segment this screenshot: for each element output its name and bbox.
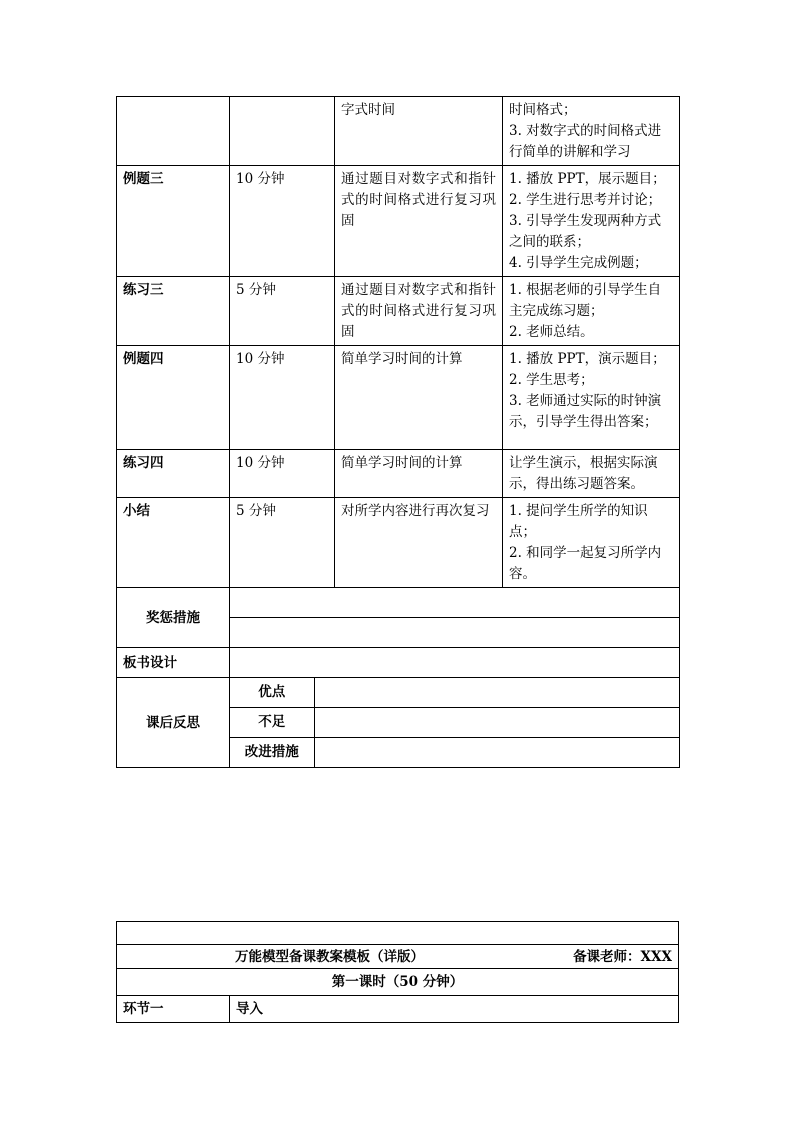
content-cell: 通过题目对数字式和指针式的时间格式进行复习巩固 [335, 277, 503, 346]
section-label: 环节一 [117, 996, 230, 1023]
table-row [117, 346, 680, 450]
activity-line: 1. 提问学生所学的知识点； [509, 503, 648, 540]
content-cell: 通过题目对数字式和指针式的时间格式进行复习巩固 [335, 166, 503, 277]
rewards-lines [230, 588, 679, 647]
time-cell: 10 分钟 [230, 450, 335, 498]
title-cell [117, 945, 679, 969]
activities-cell [503, 277, 680, 346]
reflection-cell [230, 678, 680, 768]
table-row [117, 450, 680, 498]
lesson-title: 第一课时（50 分钟） [117, 969, 679, 996]
activity-line: 1. 播放 PPT，演示题目； [509, 351, 666, 367]
teacher-label: 备课老师：XXX [573, 949, 672, 965]
activities-cell [503, 498, 680, 588]
rewards-label: 奖惩措施 [117, 588, 230, 648]
activities-cell [503, 346, 680, 450]
reflection-weaknesses-field [314, 708, 679, 738]
rewards-line [230, 618, 679, 648]
time-cell [230, 97, 335, 166]
table-row [117, 166, 680, 277]
activities-cell [503, 450, 680, 498]
content-cell: 字式时间 [335, 97, 503, 166]
reflection-improvements-label: 改进措施 [230, 738, 314, 768]
template-title: 万能模型备课教案模板（详版） [235, 949, 424, 965]
content-cell: 对所学内容进行再次复习 [335, 498, 503, 588]
section-row [117, 996, 679, 1023]
content-cell: 简单学习时间的计算 [335, 346, 503, 450]
activity-line: 1. 根据老师的引导学生自主完成练习题； [509, 282, 662, 319]
reflection-weaknesses-label: 不足 [230, 708, 314, 738]
board-design-cell [230, 648, 680, 678]
section-value: 导入 [230, 996, 679, 1023]
lesson-plan-table [116, 96, 680, 768]
blank-row [117, 922, 679, 945]
board-design-label: 板书设计 [117, 648, 230, 678]
board-design-row [117, 648, 680, 678]
activity-line: 2. 和同学一起复习所学内容。 [509, 545, 662, 582]
activity-line: 3. 对数字式的时间格式进行简单的讲解和学习 [509, 123, 662, 160]
reflection-table [230, 678, 679, 767]
lesson-row [117, 969, 679, 996]
stage-cell: 练习四 [117, 450, 230, 498]
time-cell: 10 分钟 [230, 166, 335, 277]
stage-cell: 例题四 [117, 346, 230, 450]
stage-cell: 例题三 [117, 166, 230, 277]
blank-cell [117, 922, 679, 945]
activity-line: 1. 播放 PPT，展示题目； [509, 171, 666, 187]
activity-line: 4. 引导学生完成例题； [509, 255, 648, 271]
rewards-line [230, 588, 679, 618]
table-row [117, 498, 680, 588]
reflection-strengths-label: 优点 [230, 678, 314, 708]
reflection-row [117, 678, 680, 768]
time-cell: 5 分钟 [230, 498, 335, 588]
content-cell: 简单学习时间的计算 [335, 450, 503, 498]
time-cell: 10 分钟 [230, 346, 335, 450]
activity-line: 3. 老师通过实际的时钟演示，引导学生得出答案； [509, 393, 662, 430]
stage-cell [117, 97, 230, 166]
rewards-row [117, 588, 680, 648]
reflection-label: 课后反思 [117, 678, 230, 768]
stage-cell: 小结 [117, 498, 230, 588]
activity-line: 2. 学生进行思考并讨论； [509, 192, 662, 208]
rewards-cell [230, 588, 680, 648]
activity-line: 2. 老师总结。 [509, 324, 594, 340]
template-header-table [116, 921, 679, 1023]
activities-cell [503, 166, 680, 277]
time-cell: 5 分钟 [230, 277, 335, 346]
activity-line: 3. 引导学生发现两种方式之间的联系； [509, 213, 662, 250]
title-row [117, 945, 679, 969]
activities-cell [503, 97, 680, 166]
activity-line: 让学生演示，根据实际演示，得出练习题答案。 [509, 455, 658, 492]
activity-line: 2. 学生思考； [509, 372, 594, 388]
reflection-improvements-field [314, 738, 679, 768]
table-row [117, 97, 680, 166]
table-row [117, 277, 680, 346]
reflection-strengths-field [314, 678, 679, 708]
activity-line: 时间格式； [509, 102, 577, 118]
stage-cell: 练习三 [117, 277, 230, 346]
